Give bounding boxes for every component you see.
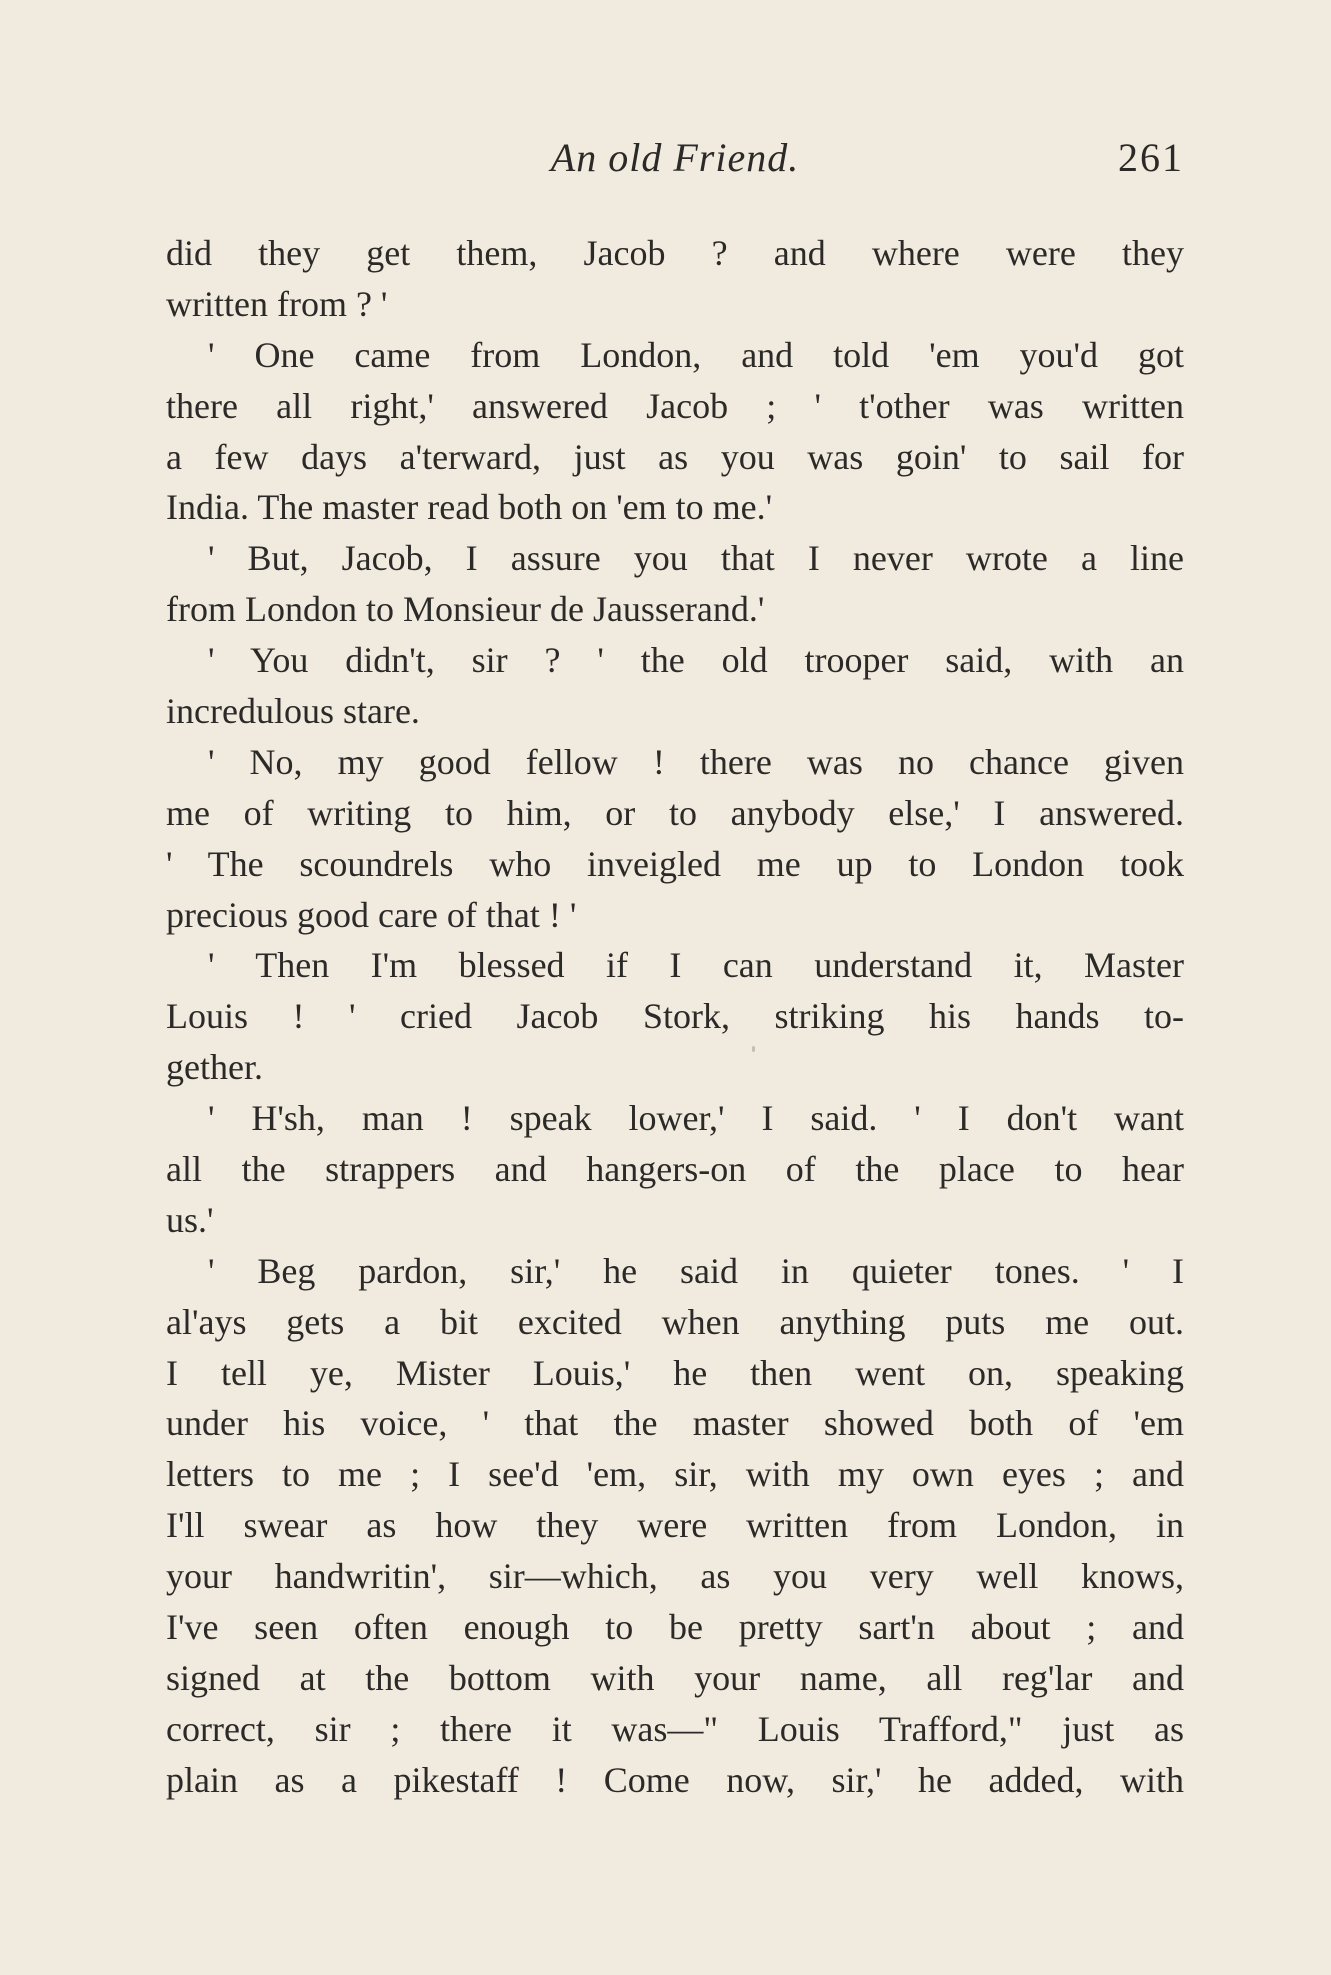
text-line: precious good care of that ! ' <box>166 894 577 935</box>
text-line: ' The scoundrels who inveigled me up to London took <box>166 843 1184 884</box>
text-line: gether. <box>166 1047 263 1088</box>
text-line: ' Beg pardon, sir,' he said in quieter tones. ' I <box>208 1250 1184 1291</box>
text-line: ' Then I'm blessed if I can understand it, Master <box>208 945 1184 986</box>
text-line: from London to Monsieur de Jausserand.' <box>166 589 765 630</box>
text-line: plain as a pikestaff ! Come now, sir,' he added, with <box>166 1759 1184 1800</box>
text-line: I've seen often enough to be pretty sart'n about ; and <box>166 1607 1184 1648</box>
text-line: did they get them, Jacob ? and where were they <box>166 233 1184 273</box>
text-line: me of writing to him, or to anybody else,' I answered. <box>166 792 1184 833</box>
body-text <box>166 228 1184 1806</box>
text-line: there all right,' answered Jacob ; ' t'other was written <box>166 385 1184 426</box>
text-line: us.' <box>166 1199 214 1240</box>
text-line: ' No, my good fellow ! there was no chance given <box>208 741 1184 782</box>
text-line: incredulous stare. <box>166 691 420 732</box>
text-line: signed at the bottom with your name, all reg'lar and <box>166 1657 1184 1698</box>
text-line: under his voice, ' that the master showed both of 'em <box>166 1403 1184 1444</box>
text-line: all the strappers and hangers-on of the place to hear <box>166 1149 1184 1190</box>
running-title: An old Friend. <box>550 135 800 180</box>
running-head <box>166 128 1184 188</box>
text-line: ' You didn't, sir ? ' the old trooper said, with an <box>208 640 1184 681</box>
text-line: letters to me ; I see'd 'em, sir, with my own eyes ; and <box>166 1454 1184 1495</box>
text-line: al'ays gets a bit excited when anything puts me out. <box>166 1301 1184 1342</box>
text-line: your handwritin', sir—which, as you very well knows, <box>166 1556 1184 1597</box>
text-line: ' H'sh, man ! speak lower,' I said. ' I don't want <box>208 1098 1184 1139</box>
text-line: correct, sir ; there it was—" Louis Trafford," just as <box>166 1708 1184 1749</box>
text-line: a few days a'terward, just as you was goin' to sail for <box>166 436 1184 477</box>
text-line: I'll swear as how they were written from London, in <box>166 1505 1184 1546</box>
text-line: India. The master read both on 'em to me.' <box>166 487 773 528</box>
text-line: I tell ye, Mister Louis,' he then went on, speaking <box>166 1352 1184 1393</box>
page-number: 261 <box>1118 135 1184 180</box>
text-line: ' One came from London, and told 'em you'd got <box>208 334 1184 375</box>
paper-speck <box>752 1046 755 1052</box>
text-line: ' But, Jacob, I assure you that I never wrote a line <box>208 538 1184 579</box>
text-line: Louis ! ' cried Jacob Stork, striking his hands to- <box>166 996 1184 1037</box>
text-line: written from ? ' <box>166 283 388 324</box>
